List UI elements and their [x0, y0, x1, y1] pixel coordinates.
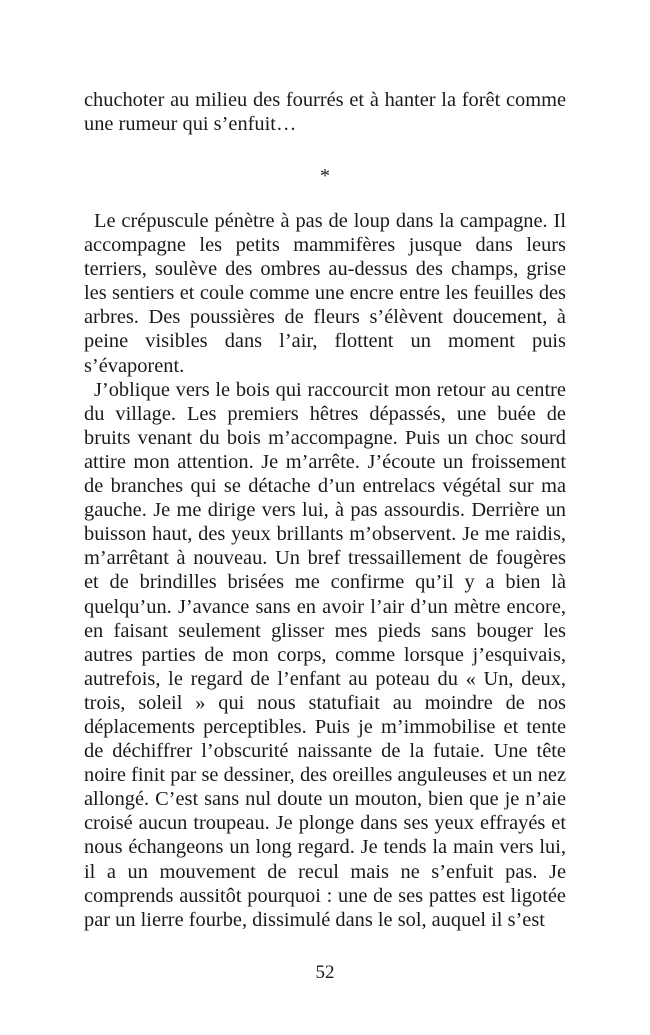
opening-paragraph: chuchoter au milieu des fourrés et à hanter la forêt comme une rumeur qui s’enfuit…: [84, 89, 566, 136]
paragraph-bois: J’oblique vers le bois qui raccourcit mon retour au centre du village. Les premiers hêtres dépassés, une buée de bruits venant du bois m’accompagne. Puis un choc sourd attire mon attention. Je m’arrête. J’écoute un froissement de branches qui se détache d’un entrelacs végétal sur ma gauche. Je me dirige vers lui, à pas assourdis. Derrière un buisson haut, des yeux brillants m’observent. Je me raidis, m’arrêtant à nouveau. Un bref tressaillement de fougères et de brindilles brisées me confirme qu’il y a bien là quelqu’un. J’avance sans en avoir l’air d’un mètre encore, en faisant seulement glisser mes pieds sans bouger les autres parties de mon corps, comme lorsque j’esquivais, autrefois, le regard de l’enfant au poteau du « Un, deux, trois, soleil » qui nous statufiait au moindre de nos déplacements perceptibles. Puis je m’immobilise et tente de déchiffrer l’obscurité naissante de la futaie. Une tête noire finit par se dessiner, des oreilles anguleuses et un nez allongé. C’est sans nul doute un mouton, bien que je n’aie croisé aucun troupeau. Je plonge dans ses yeux effrayés et nous échangeons un long regard. Je tends la main vers lui, il a un mouvement de recul mais ne s’enfuit pas. Je comprends aussitôt pourquoi : une de ses pattes est ligotée par un lierre fourbe, dissimulé dans le sol, auquel il s’est: [84, 378, 566, 931]
body-text: [84, 209, 566, 932]
page-number: 52: [315, 962, 335, 983]
paragraph-crepuscule: Le crépuscule pénètre à pas de loup dans la campagne. Il accompagne les petits mammifères jusque dans leurs terriers, soulève des ombres au-dessus des champs, grise les sentiers et coule comme une encre entre les feuilles des arbres. Des poussières de fleurs s’élèvent doucement, à peine visibles dans l’air, flottent un moment puis s’évaporent.: [84, 210, 566, 377]
section-separator: *: [320, 165, 330, 187]
